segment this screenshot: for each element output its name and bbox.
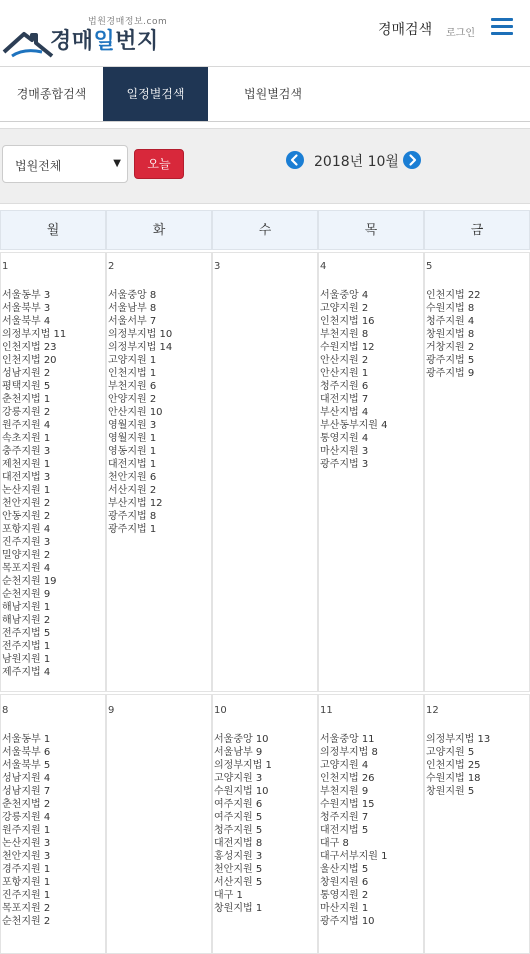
house-roof-icon [2,26,54,58]
arrow-left-icon [286,151,304,169]
auction-entry-link[interactable]: 원주지원 4 [2,420,51,431]
auction-entry-link[interactable]: 여주지원 6 [214,799,263,810]
calendar-day-cell[interactable] [424,694,530,954]
auction-entry-link[interactable]: 전주지법 1 [2,641,51,652]
auction-entry-link[interactable]: 고양지원 5 [426,747,475,758]
auction-entry-link[interactable]: 광주지법 1 [108,524,157,535]
auction-entry-link[interactable]: 안산지원 2 [320,355,369,366]
auction-entry-link[interactable]: 성남지원 4 [2,773,51,784]
tab-schedule-search[interactable]: 일정별검색 [103,67,208,121]
auction-entry-link[interactable]: 부산동부지원 4 [320,420,388,431]
auction-entry-link[interactable]: 인천지법 23 [2,342,57,353]
auction-entry-link[interactable]: 대전지법 5 [320,825,369,836]
auction-entry-link[interactable]: 의정부지법 14 [108,342,173,353]
app-header [0,0,530,67]
search-tabs [0,67,530,122]
auction-entry-link[interactable]: 청주지원 7 [320,812,369,823]
auction-entry-link[interactable]: 서울남부 9 [214,747,263,758]
auction-entry-link[interactable]: 고양지원 1 [108,355,157,366]
auction-entry-link[interactable]: 순천지원 2 [2,916,51,927]
auction-entry-list [214,733,272,915]
auction-entry-link[interactable]: 홍성지원 3 [214,851,263,862]
auction-entry-link[interactable]: 마산지원 3 [320,446,369,457]
auction-entry-link[interactable]: 수원지법 10 [214,786,269,797]
auction-entry-link[interactable]: 서울동부 1 [2,734,51,745]
auction-entry-link[interactable]: 부산지법 4 [320,407,369,418]
day-number: 2 [108,261,115,272]
auction-entry-link[interactable]: 영월지원 3 [108,420,157,431]
auction-entry-link[interactable]: 수원지법 8 [426,303,475,314]
auction-entry-link[interactable]: 천안지원 6 [108,472,157,483]
auction-entry-link[interactable]: 의정부지법 13 [426,734,491,745]
auction-entry-link[interactable]: 인천지법 16 [320,316,375,327]
site-logo[interactable] [2,14,172,58]
calendar-day-cell[interactable] [318,252,424,692]
auction-entry-list [320,289,388,471]
auction-entry-link[interactable]: 의정부지법 8 [320,747,378,758]
auction-entry-link[interactable]: 속초지원 1 [2,433,51,444]
auction-entry-link[interactable]: 성남지원 7 [2,786,51,797]
auction-entry-link[interactable]: 수원지법 15 [320,799,375,810]
auction-entry-link[interactable]: 안양지원 2 [108,394,157,405]
calendar-day-cell[interactable] [0,694,106,954]
auction-entry-link[interactable]: 천안지원 5 [214,864,263,875]
caret-down-icon: ▼ [113,158,121,169]
auction-entry-link[interactable]: 충주지원 3 [2,446,51,457]
court-select[interactable] [2,145,128,183]
auction-entry-link[interactable]: 안동지원 2 [2,511,51,522]
auction-entry-link[interactable]: 서울중앙 8 [108,290,157,301]
auction-entry-link[interactable]: 전주지법 5 [2,628,51,639]
auction-entry-link[interactable]: 부산지법 12 [108,498,163,509]
calendar-day-cell[interactable] [318,694,424,954]
weekday-header-fri: 금 [424,210,530,250]
auction-entry-link[interactable]: 진주지원 1 [2,890,51,901]
auction-entry-link[interactable]: 수원지법 12 [320,342,375,353]
auction-entry-link[interactable]: 통영지원 4 [320,433,369,444]
auction-entry-link[interactable]: 마산지원 1 [320,903,369,914]
auction-entry-link[interactable]: 안산지원 10 [108,407,163,418]
day-number: 1 [2,261,9,272]
auction-entry-link[interactable]: 원주지원 1 [2,825,51,836]
auction-entry-link[interactable]: 대전지법 7 [320,394,369,405]
auction-entry-link[interactable]: 광주지법 10 [320,916,375,927]
auction-entry-link[interactable]: 해남지원 2 [2,615,51,626]
calendar-day-cell[interactable] [424,252,530,692]
auction-entry-link[interactable]: 여주지원 5 [214,812,263,823]
auction-entry-link[interactable]: 수원지법 18 [426,773,481,784]
auction-entry-link[interactable]: 포항지원 1 [2,877,51,888]
auction-entry-link[interactable]: 부천지원 6 [108,381,157,392]
auction-entry-link[interactable]: 서울중앙 10 [214,734,269,745]
auction-entry-list [426,289,481,380]
auction-entry-link[interactable]: 광주지법 3 [320,459,369,470]
auction-entry-link[interactable]: 울산지법 5 [320,864,369,875]
auction-entry-link[interactable]: 논산지원 1 [2,485,51,496]
auction-entry-link[interactable]: 영동지원 1 [108,446,157,457]
auction-entry-link[interactable]: 서산지원 2 [108,485,157,496]
auction-entry-list [2,289,66,679]
day-number: 8 [2,705,9,716]
auction-entry-link[interactable]: 창원지원 5 [426,786,475,797]
auction-entry-link[interactable]: 평택지원 5 [2,381,51,392]
weekday-header-wed: 수 [212,210,318,250]
day-number: 9 [108,705,115,716]
auction-entry-link[interactable]: 서울북부 4 [2,316,51,327]
auction-entry-link[interactable]: 밀양지원 2 [2,550,51,561]
auction-entry-link[interactable]: 의정부지법 11 [2,329,67,340]
day-number: 11 [320,705,333,716]
auction-entry-link[interactable]: 서울북부 6 [2,747,51,758]
filter-bar [0,128,530,204]
auction-entry-list [2,733,50,928]
auction-entry-link[interactable]: 제천지원 1 [2,459,51,470]
auction-entry-link[interactable]: 청주지원 5 [214,825,263,836]
auction-entry-link[interactable]: 대구 8 [320,838,349,849]
auction-entry-link[interactable]: 창원지원 6 [320,877,369,888]
auction-entry-link[interactable]: 창원지법 8 [426,329,475,340]
calendar-day-cell[interactable] [106,252,212,692]
auction-entry-link[interactable]: 부천지원 8 [320,329,369,340]
auction-entry-link[interactable]: 인천지법 26 [320,773,375,784]
auction-entry-link[interactable]: 서울중앙 4 [320,290,369,301]
nav-search-link[interactable]: 경매검색 [378,22,433,38]
auction-entry-link[interactable]: 청주지원 4 [426,316,475,327]
day-number: 4 [320,261,327,272]
auction-entry-link[interactable]: 영월지원 1 [108,433,157,444]
logo-wordmark: 경매일번지 [50,29,159,54]
auction-entry-link[interactable]: 인천지법 22 [426,290,481,301]
calendar-day-cell[interactable] [212,252,318,692]
auction-entry-link[interactable]: 해남지원 1 [2,602,51,613]
day-number: 10 [214,705,227,716]
arrow-right-icon [403,151,421,169]
tab-court-search[interactable]: 법원별검색 [244,87,302,101]
auction-entry-link[interactable]: 강릉지원 2 [2,407,51,418]
auction-entry-list [108,289,172,536]
auction-entry-link[interactable]: 논산지원 3 [2,838,51,849]
auction-entry-list [320,733,388,928]
auction-entry-link[interactable]: 춘천지법 2 [2,799,51,810]
court-select-value: 법원전체 [15,159,62,173]
auction-entry-link[interactable]: 통영지원 2 [320,890,369,901]
auction-entry-link[interactable]: 목포지원 2 [2,903,51,914]
auction-entry-link[interactable]: 제주지법 4 [2,667,51,678]
auction-entry-link[interactable]: 인천지법 1 [108,368,157,379]
auction-entry-link[interactable]: 대구 1 [214,890,243,901]
auction-entry-link[interactable]: 광주지법 8 [108,511,157,522]
auction-entry-link[interactable]: 고양지원 3 [214,773,263,784]
auction-entry-link[interactable]: 춘천지법 1 [2,394,51,405]
auction-entry-link[interactable]: 천안지원 3 [2,851,51,862]
auction-entry-link[interactable]: 거창지원 2 [426,342,475,353]
day-number: 3 [214,261,221,272]
auction-entry-link[interactable]: 대전지법 1 [108,459,157,470]
auction-entry-link[interactable]: 서울북부 5 [2,760,51,771]
auction-entry-link[interactable]: 천안지원 2 [2,498,51,509]
calendar-day-cell[interactable] [0,252,106,692]
tab-comprehensive-search[interactable]: 경매종합검색 [16,87,87,101]
auction-entry-link[interactable]: 서울중앙 11 [320,734,375,745]
auction-entry-link[interactable]: 고양지원 4 [320,760,369,771]
next-month-button[interactable] [403,151,421,169]
prev-month-button[interactable] [286,151,304,169]
auction-entry-link[interactable]: 인천지법 20 [2,355,57,366]
auction-entry-link[interactable]: 부천지원 9 [320,786,369,797]
auction-entry-list [426,733,490,798]
auction-entry-link[interactable]: 대전지법 3 [2,472,51,483]
calendar-day-cell[interactable] [212,694,318,954]
menu-icon[interactable] [491,18,513,36]
nav-login-link[interactable]: 로그인 [446,28,475,39]
calendar-day-cell[interactable] [106,694,212,954]
auction-entry-link[interactable]: 청주지원 6 [320,381,369,392]
auction-entry-link[interactable]: 창원지법 1 [214,903,263,914]
auction-entry-link[interactable]: 성남지원 2 [2,368,51,379]
auction-entry-link[interactable]: 인천지법 25 [426,760,481,771]
auction-entry-link[interactable]: 남원지원 1 [2,654,51,665]
day-number: 12 [426,705,439,716]
auction-entry-link[interactable]: 서울북부 3 [2,303,51,314]
auction-entry-link[interactable]: 순천지원 9 [2,589,51,600]
auction-entry-link[interactable]: 목포지원 4 [2,563,51,574]
auction-entry-link[interactable]: 대전지법 8 [214,838,263,849]
weekday-header-tue: 화 [106,210,212,250]
auction-entry-link[interactable]: 서산지원 5 [214,877,263,888]
auction-entry-link[interactable]: 의정부지법 1 [214,760,272,771]
auction-entry-link[interactable]: 고양지원 2 [320,303,369,314]
auction-entry-link[interactable]: 안산지원 1 [320,368,369,379]
today-button[interactable]: 오늘 [134,149,184,179]
current-month-label: 2018년 10월 [314,154,399,170]
auction-entry-link[interactable]: 포항지원 4 [2,524,51,535]
auction-entry-link[interactable]: 진주지원 3 [2,537,51,548]
auction-entry-link[interactable]: 의정부지법 10 [108,329,173,340]
auction-entry-link[interactable]: 광주지법 5 [426,355,475,366]
auction-entry-link[interactable]: 서울동부 3 [2,290,51,301]
weekday-header-thu: 목 [318,210,424,250]
auction-entry-link[interactable]: 순천지원 19 [2,576,57,587]
logo-tagline: 법원경매정보.com [88,17,168,27]
day-number: 5 [426,261,433,272]
auction-entry-link[interactable]: 대구서부지원 1 [320,851,388,862]
weekday-header-mon: 월 [0,210,106,250]
auction-entry-link[interactable]: 서울남부 8 [108,303,157,314]
auction-entry-link[interactable]: 서울서부 7 [108,316,157,327]
auction-entry-link[interactable]: 강릉지원 4 [2,812,51,823]
auction-entry-link[interactable]: 광주지법 9 [426,368,475,379]
auction-entry-link[interactable]: 경주지원 1 [2,864,51,875]
